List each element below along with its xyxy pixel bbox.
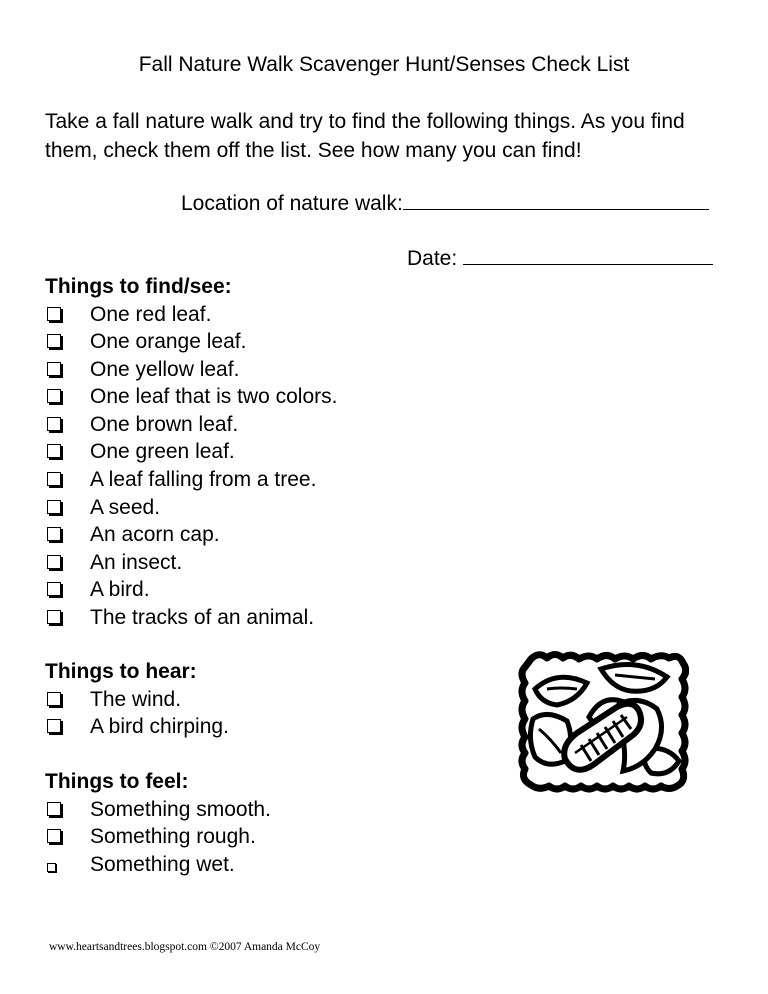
checkbox-icon[interactable] <box>47 417 61 431</box>
checklist-item <box>45 549 485 577</box>
checklist-item <box>45 713 485 741</box>
checkbox-icon[interactable] <box>47 527 61 541</box>
checklist-item-label: A bird chirping. <box>90 715 229 739</box>
intro-text: Take a fall nature walk and try to find the following things. As you find them, check them off the list. See how many you can find! <box>45 110 685 162</box>
date-blank[interactable] <box>463 245 713 265</box>
checklist-item-label: One brown leaf. <box>90 412 239 436</box>
checklist <box>45 301 485 632</box>
section-hear <box>45 658 485 741</box>
checkbox-icon[interactable] <box>47 500 61 514</box>
checklist-item-label: An acorn cap. <box>90 523 220 547</box>
location-field <box>181 190 709 217</box>
page-title: Fall Nature Walk Scavenger Hunt/Senses Check List <box>138 53 630 76</box>
checklist-item <box>45 356 485 384</box>
checklist-item <box>45 466 485 494</box>
checklist-item <box>45 576 485 604</box>
section-heading: Things to find/see: <box>45 275 232 298</box>
checkbox-icon[interactable] <box>47 555 61 569</box>
checkbox-icon[interactable] <box>47 444 61 458</box>
checkbox-icon[interactable] <box>47 802 61 816</box>
checklist-item-label: One leaf that is two colors. <box>90 385 338 409</box>
checkbox-icon[interactable] <box>47 389 61 403</box>
checklist <box>45 796 485 879</box>
checkbox-icon[interactable] <box>47 719 61 733</box>
section-feel <box>45 768 485 878</box>
section-heading: Things to hear: <box>45 660 197 683</box>
checklist-item <box>45 686 485 714</box>
checklist <box>45 686 485 741</box>
checkbox-icon[interactable] <box>47 472 61 486</box>
checklist-item <box>45 328 485 356</box>
date-field <box>407 245 713 272</box>
checklist-item <box>45 411 485 439</box>
checklist-item <box>45 301 485 329</box>
checklist-item-label: A leaf falling from a tree. <box>90 468 317 492</box>
checklist-item <box>45 521 485 549</box>
checklist-item <box>45 494 485 522</box>
checklist-item-label: One red leaf. <box>90 302 212 326</box>
checkbox-icon[interactable] <box>47 582 61 596</box>
checklist-item-label: The wind. <box>90 687 182 711</box>
location-blank[interactable] <box>403 190 709 210</box>
checklist-item-label: An insect. <box>90 550 183 574</box>
checklist-item <box>45 604 485 632</box>
checklist-item-label: One green leaf. <box>90 440 235 464</box>
checkbox-icon[interactable] <box>47 610 61 624</box>
location-label: Location of nature walk: <box>181 192 403 215</box>
checklist-item-label: One yellow leaf. <box>90 357 240 381</box>
checklist-item <box>45 438 485 466</box>
checkbox-icon[interactable] <box>47 863 56 872</box>
checklist-item <box>45 383 485 411</box>
checkbox-icon[interactable] <box>47 362 61 376</box>
checkbox-icon[interactable] <box>47 334 61 348</box>
checklist-item-label: A seed. <box>90 495 161 519</box>
checklist-item-label: Something rough. <box>90 825 256 849</box>
checklist-item <box>45 851 485 879</box>
checklist-item-label: One orange leaf. <box>90 330 247 354</box>
checkbox-icon[interactable] <box>47 307 61 321</box>
footer-credit: www.heartsandtrees.blogspot.com ©2007 Amanda McCoy <box>49 941 321 953</box>
checklist-item-label: A bird. <box>90 578 150 602</box>
checklist-item-label: Something wet. <box>90 852 235 876</box>
checklist-item-label: The tracks of an animal. <box>90 606 315 630</box>
section-find-see <box>45 273 485 632</box>
date-label: Date: <box>407 247 458 270</box>
section-heading: Things to feel: <box>45 770 189 793</box>
checkbox-icon[interactable] <box>47 692 61 706</box>
checklist-item <box>45 796 485 824</box>
corn-and-leaves-icon <box>517 649 689 794</box>
checklist-item <box>45 823 485 851</box>
checkbox-icon[interactable] <box>47 829 61 843</box>
checklist-item-label: Something smooth. <box>90 797 271 821</box>
